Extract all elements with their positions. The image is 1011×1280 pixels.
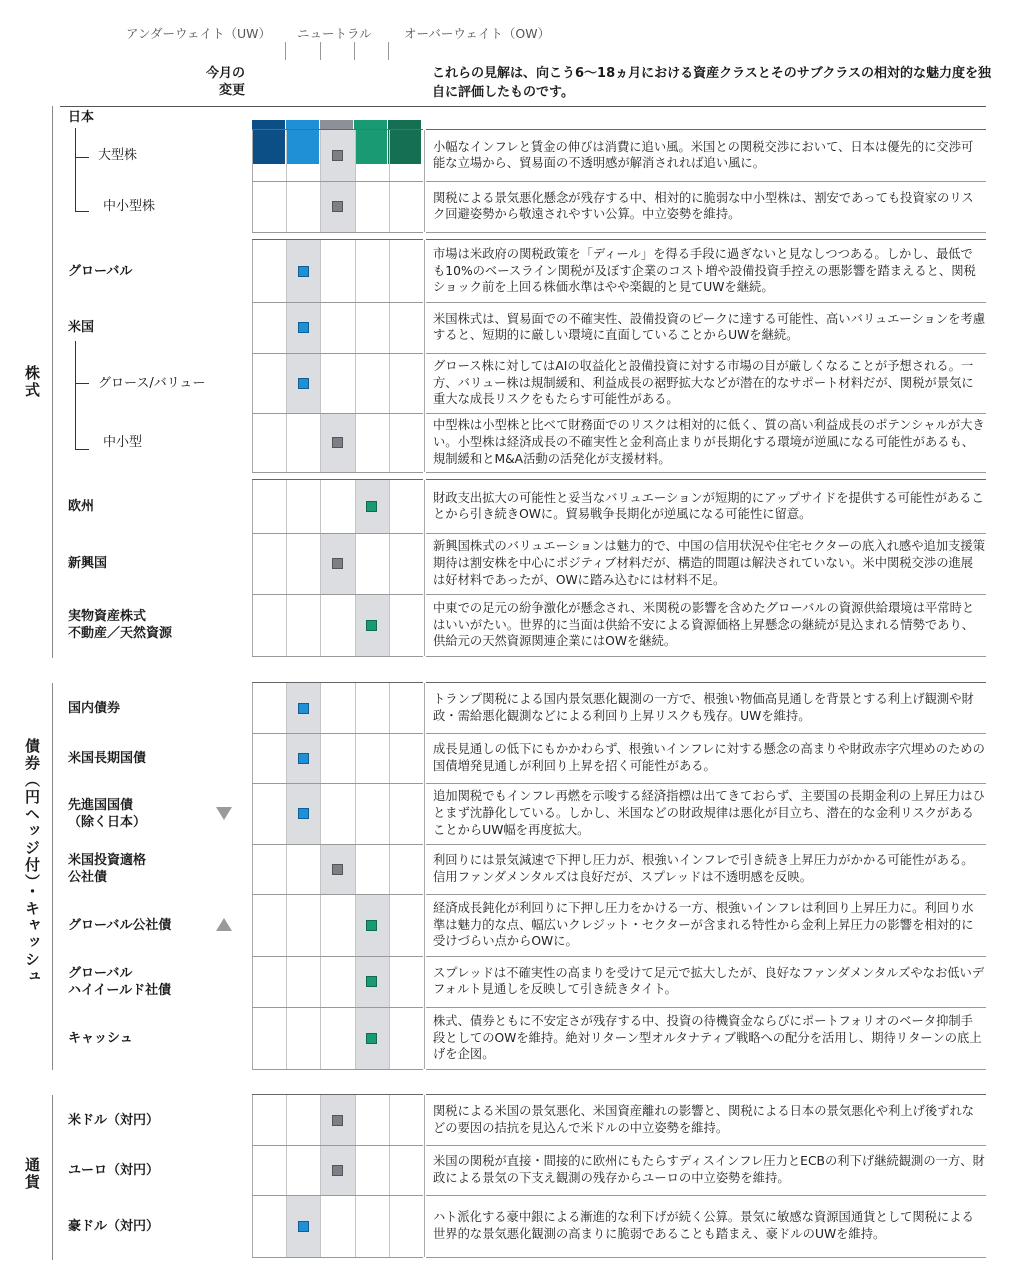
tree-connector	[75, 383, 89, 384]
group-rule	[426, 682, 986, 683]
row-rule	[252, 733, 423, 734]
row-rule	[426, 1145, 986, 1146]
row-label: 大型株	[98, 148, 138, 163]
row-rule	[252, 594, 423, 595]
section-line-fx	[52, 1095, 53, 1260]
rating-marker	[298, 378, 309, 389]
downgrade-arrow-icon	[216, 807, 232, 820]
rating-marker	[366, 501, 377, 512]
row-rule	[426, 894, 986, 895]
rating-marker	[332, 1115, 343, 1126]
row-description: トランプ関税による国内景気悪化観測の一方で、根強い物価高見通しを背景とする利上げ観測や財政・需給悪化観測などによる利回り上昇リスクも残存。UWを維持。	[433, 692, 974, 723]
row-label: 日本	[68, 110, 95, 125]
row-rule	[426, 844, 986, 845]
row-description: 成長見通しの低下にもかかわらず、根強いインフレに対する懸念の高まりや財政赤字穴埋めのための国債増発見通しが利回り上昇を招く可能性がある。	[433, 742, 985, 773]
grid-column-line	[355, 240, 356, 472]
group-rule	[252, 682, 423, 683]
row-label: グローバル ハイイールド社債	[68, 965, 172, 998]
rating-marker	[332, 864, 343, 875]
rating-marker	[298, 1221, 309, 1232]
group-rule	[426, 479, 986, 480]
rating-marker	[298, 322, 309, 333]
row-label: グローバル	[68, 263, 133, 279]
row-label: 欧州	[68, 499, 95, 514]
tree-connector	[75, 341, 76, 450]
row-rule	[426, 232, 986, 233]
row-rule	[426, 533, 986, 534]
row-rule	[252, 1195, 423, 1196]
tree-connector	[75, 211, 89, 212]
grid-column-line	[286, 683, 287, 1069]
grid-column-line	[320, 1095, 321, 1257]
row-rule	[426, 956, 986, 957]
row-rule	[252, 302, 423, 303]
legend-tick	[320, 42, 321, 60]
row-rule	[252, 956, 423, 957]
row-rule	[252, 533, 423, 534]
row-description: 経済成長鈍化が利回りに下押し圧力をかける一方、根強いインフレは利回り上昇圧力に。利回り水準は魅力的な点、幅広いクレジット・セクターが含まれる特性から金利上昇圧力の影響を相対的に受けづらい点からOWに。	[433, 900, 974, 949]
rating-marker	[298, 808, 309, 819]
grid-column-line	[286, 1095, 287, 1257]
grid-column-line	[355, 683, 356, 1069]
row-rule	[252, 181, 423, 182]
row-rule	[426, 472, 986, 473]
tree-connector	[75, 128, 76, 212]
header-rule-right	[426, 106, 986, 107]
header-rule-left	[60, 106, 431, 107]
grid-column-line	[320, 480, 321, 656]
legend-tick	[285, 42, 286, 60]
row-label: 実物資産株式 不動産／天然資源	[68, 609, 173, 641]
category-fx: 通貨	[23, 1157, 41, 1191]
row-label: グロース/バリュー	[98, 375, 206, 391]
group-rule	[252, 129, 423, 130]
upgrade-arrow-icon	[216, 918, 232, 931]
section-line-equity	[52, 106, 53, 658]
row-rule	[426, 733, 986, 734]
row-rule	[252, 1145, 423, 1146]
header-description: これらの見解は、向こう6～18ヵ月における資産クラスとそのサブクラスの相対的な魅力度を独自に評価したものです。	[432, 66, 991, 100]
group-rule	[426, 1094, 986, 1095]
row-rule	[426, 1069, 986, 1070]
row-label: 米国長期国債	[68, 750, 147, 766]
row-description: 小幅なインフレと賃金の伸びは消費に追い風。米国との関税交渉において、日本は優先的に交渉可能な立場から、貿易面の不透明感が解消されれば追い風に。	[433, 139, 974, 171]
row-rule	[426, 1257, 986, 1258]
rating-marker	[298, 266, 309, 277]
row-description: 利回りには景気減速で下押し圧力が、根強いインフレで引き続き上昇圧力がかかる可能性がある。信用ファンダメンタルズは良好だが、スプレッドは不透明感を反映。	[433, 853, 974, 884]
row-label: 米国	[68, 320, 95, 335]
group-rule	[426, 129, 986, 130]
grid-column-line	[286, 240, 287, 472]
row-description: 関税による景気悪化懸念が残存する中、相対的に脆弱な中小型株は、割安であっても投資家のリスク回避姿勢から敬遠されやすい公算。中立姿勢を維持。	[433, 190, 974, 222]
row-label: 中小型	[103, 435, 143, 450]
rating-marker	[366, 976, 377, 987]
row-label: 米ドル（対円）	[68, 1112, 160, 1128]
row-rule	[426, 594, 986, 595]
rating-grid	[252, 683, 425, 1069]
row-label: グローバル公社債	[68, 917, 172, 933]
grid-column-line	[389, 1095, 390, 1257]
legend-tick	[354, 42, 355, 60]
row-description: 財政支出拡大の可能性と妥当なバリュエーションが短期的にアップサイドを提供する可能性があることから引き続きOWに。貿易戦争長期化が逆風になる可能性に留意。	[433, 490, 984, 522]
group-rule	[252, 239, 423, 240]
row-rule	[426, 181, 986, 182]
grid-column-line	[389, 240, 390, 472]
rating-marker	[332, 150, 343, 161]
row-description: 関税による米国の景気悪化、米国資産離れの影響と、関税による日本の景気悪化や利上げ後ずれなどの要因の拮抗を見込んで米ドルの中立姿勢を維持。	[433, 1104, 975, 1135]
row-rule	[426, 413, 986, 414]
row-description: グロース株に対してはAIの収益化と設備投資に対する市場の目が厳しくなることが予想される。一方、バリュー株は規制緩和、利益成長の裾野拡大などが潜在的なサポート材料だが、関税が景気に重大な成長リスクをもたらす可能性がある。	[433, 358, 974, 407]
row-rule	[426, 1195, 986, 1196]
row-rule	[252, 1257, 423, 1258]
legend-neutral: ニュートラル	[297, 26, 372, 41]
rating-marker	[298, 703, 309, 714]
grid-column-line	[355, 1095, 356, 1257]
row-rule	[252, 472, 423, 473]
group-rule	[252, 1094, 423, 1095]
grid-column-line	[389, 480, 390, 656]
row-rule	[252, 656, 423, 657]
row-rule	[252, 232, 423, 233]
row-rule	[252, 353, 423, 354]
row-description: ハト派化する豪中銀による漸進的な利下げが続く公算。景気に敏感な資源国通貨として関税による世界的な景気悪化観測の高まりに脆弱であることも踏まえ、豪ドルのUWを維持。	[433, 1210, 974, 1241]
row-rule	[252, 844, 423, 845]
rating-marker	[332, 437, 343, 448]
row-rule	[252, 413, 423, 414]
rating-marker	[366, 920, 377, 931]
category-equity: 株式	[23, 365, 41, 399]
legend-ow: オーバーウェイト（OW）	[404, 26, 551, 41]
row-description: 新興国株式のバリュエーションは魅力的で、中国の信用状況や住宅セクターの底入れ感や追加支援策期待は割安株を中心にポジティブ材料だが、構造的問題は解決されていない。米中関税交渉の進展は好材料であったが、OWに踏み込むには材料不足。	[433, 539, 986, 587]
row-description: 米国の関税が直接・間接的に欧州にもたらすディスインフレ圧力とECBの利下げ継続観測の一方、財政による景気の下支え観測の残存からユーロの中立姿勢を維持。	[433, 1154, 985, 1185]
row-label: キャッシュ	[68, 1030, 133, 1046]
row-description: 中東での足元の紛争激化が懸念され、米関税の影響を含めたグローバルの資源供給環境は平常時とはいいがたい。世界的に当面は供給不安による資源価格上昇懸念の継続が見込まれる情勢であり、供給元の天然資源関連企業にはOWを継続。	[433, 600, 975, 649]
row-label: 中小型株	[103, 199, 156, 214]
rating-marker	[332, 201, 343, 212]
category-bonds: 債券（円ヘッジ付）・キャッシュ	[23, 738, 41, 986]
legend-tick	[388, 42, 389, 60]
row-label: ユーロ（対円）	[68, 1162, 160, 1178]
rating-marker	[366, 620, 377, 631]
row-rule	[426, 302, 986, 303]
row-description: 追加関税でもインフレ再燃を示唆する経済指標は出てきておらず、主要国の長期金利の上昇圧力はひとまず沈静化している。しかし、米国などの財政規律は悪化が目立ち、潜在的な金利リスクがあることからUW幅を再度拡大。	[433, 789, 985, 837]
row-rule	[426, 353, 986, 354]
grid-column-line	[320, 683, 321, 1069]
grid-column-line	[320, 240, 321, 472]
rating-marker	[298, 753, 309, 764]
tree-connector	[75, 449, 89, 450]
group-rule	[252, 479, 423, 480]
row-rule	[252, 1069, 423, 1070]
grid-column-line	[286, 480, 287, 656]
row-label: 新興国	[68, 556, 108, 571]
row-rule	[426, 1007, 986, 1008]
row-rule	[252, 1007, 423, 1008]
row-rule	[426, 656, 986, 657]
row-label: 先進国国債 （除く日本）	[68, 797, 147, 830]
tree-connector	[75, 157, 89, 158]
rating-marker	[332, 558, 343, 569]
row-rule	[426, 783, 986, 784]
row-label: 国内債券	[68, 700, 121, 716]
grid-column-line	[355, 480, 356, 656]
row-label: 米国投資適格 公社債	[68, 853, 147, 885]
row-description: 中型株は小型株と比べて財務面でのリスクは相対的に低く、質の高い利益成長のポテンシャルが大きい。小型株は経済成長の不確実性と金利高止まりが長期化する環境が逆風になる可能性があるも、規制緩和とM&A活動の活発化が支援材料。	[433, 418, 985, 466]
row-description: 市場は米政府の関税政策を「ディール」を得る手段に過ぎないと見なしつつある。しかし、最低でも10%のベースライン関税が及ぼす企業のコスト増や設備投資手控えの悪影響を踏まえると、関税ショック前を上回る株価水準はやや楽観的と見てUWを継続。	[433, 246, 976, 295]
rating-marker	[366, 1033, 377, 1044]
row-description: 米国株式は、貿易面での不確実性、設備投資のピークに達する可能性、高いバリュエーションを考慮すると、短期的に厳しい環境に直面していることからUWを継続。	[433, 311, 986, 343]
row-description: スプレッドは不確実性の高まりを受けて足元で拡大したが、良好なファンダメンタルズやなお低いデフォルト見通しを反映して引き続きタイト。	[433, 965, 985, 997]
group-rule	[426, 239, 986, 240]
rating-marker	[332, 1165, 343, 1176]
row-rule	[252, 783, 423, 784]
grid-column-line	[389, 683, 390, 1069]
row-label: 豪ドル（対円）	[68, 1218, 160, 1234]
change-header: 今月の 変更	[205, 66, 245, 98]
row-rule	[252, 894, 423, 895]
section-line-bonds	[52, 683, 53, 1070]
legend-uw: アンダーウェイト（UW）	[126, 26, 272, 41]
row-description: 株式、債券ともに不安定さが残存する中、投資の待機資金ならびにポートフォリオのベータ抑制手段としてのOWを維持。絶対リターン型オルタナティブ戦略への配分を活用し、期待リターンの底上げを企図。	[433, 1013, 982, 1062]
